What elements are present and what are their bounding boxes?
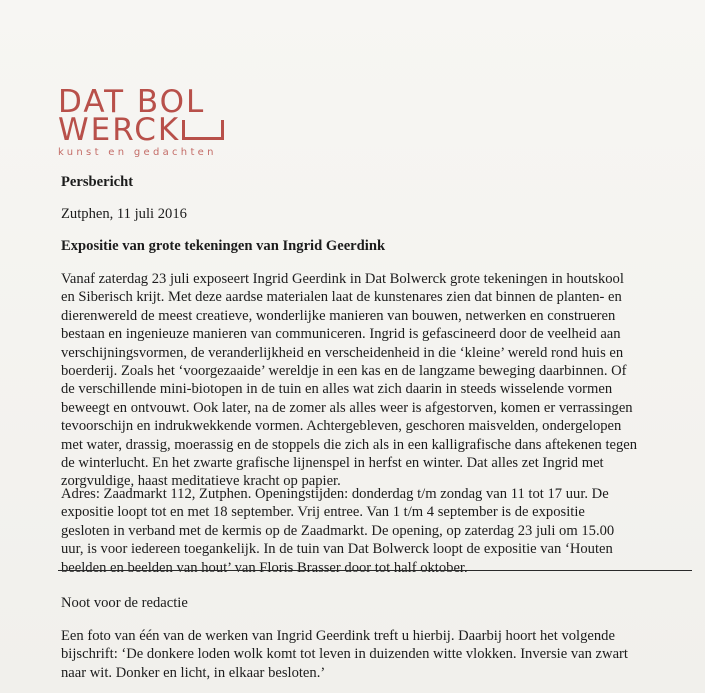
body-line: zorgvuldige, haast meditatieve kracht op papier. (61, 473, 341, 490)
logo-line-2-text: WERCK (58, 112, 181, 148)
address-line: uur, is voor iedereen toegankelijk. In de tuin van Dat Bolwerck loopt de expositie van ‘Houten (61, 541, 613, 558)
document-heading: Persbericht (61, 174, 134, 190)
press-release-title: Expositie van grote tekeningen van Ingrid Geerdink (61, 238, 386, 254)
dat-bolwerck-logo (58, 84, 217, 158)
logo-line-1: DAT BOL (58, 84, 206, 120)
logo-tagline: kunst en gedachten (58, 147, 217, 158)
logo-bracket-mark (182, 120, 224, 140)
note-line: naar wit. Donker en licht, in elkaar besloten.’ (61, 664, 326, 681)
section-divider (58, 570, 692, 571)
address-line: expositie loopt tot en met 18 september. Vrij entree. Van 1 t/m 4 september is de expositie (61, 504, 585, 521)
body-paragraph (61, 270, 681, 491)
body-line: de verschillende mini-biotopen in de tuin en alles wat zich daarin in steeds wisselende vormen (61, 381, 613, 398)
note-line: Een foto van één van de werken van Ingrid Geerdink treft u hierbij. Daarbij hoort het volgende (61, 628, 615, 644)
body-line: en Siberisch krijt. Met deze aardse materialen laat de kunstenares zien dat binnen de planten- en (61, 289, 622, 306)
note-paragraph (61, 627, 681, 682)
logo-line-2 (58, 112, 217, 148)
address-line: Adres: Zaadmarkt 112, Zutphen. Openingstijden: donderdag t/m zondag van 11 tot 17 uur. De (61, 486, 609, 502)
body-line: beweegt en ontvouwt. Ook later, na de zomer als alles weer is afgestorven, komen er verrassingen (61, 399, 633, 416)
body-line: boerderij. Zoals het ‘voorgezaaide’ wereldje in een kas en de langzame beweging daarbinnen. Of (61, 363, 627, 380)
body-line: Vanaf zaterdag 23 juli exposeert Ingrid Geerdink in Dat Bolwerck grote tekeningen in houtskool (61, 271, 624, 287)
body-line: de winterlucht. En het zwarte grafische lijnenspel in herfst en winter. Dat alles zet Ingrid met (61, 455, 604, 472)
address-paragraph (61, 485, 681, 577)
body-line: dierenwereld de meest creatieve, wonderlijke manieren van bouwen, netwerken en construeren (61, 307, 616, 324)
body-line: bestaan en ingenieuze manieren van communiceren. Ingrid is gefascineerd door de veelheid aan (61, 326, 621, 343)
address-line: beelden en beelden van hout’ van Floris Brasser door tot half oktober. (61, 559, 468, 576)
body-line: verschijningsvormen, de veranderlijkheid en verscheidenheid in die ‘kleine’ wereld rond huis en (61, 344, 624, 361)
note-heading: Noot voor de redactie (61, 595, 188, 611)
body-line: tevoorschijn en indrukwekkende vormen. Achtergebleven, geschoren maisvelden, ondergelopen (61, 418, 622, 435)
body-line: met water, drassig, moerassig en de stoppels die zich als in een kalligrafische dans aftekenen tegen (61, 436, 638, 453)
note-line: bijschrift: ‘De donkere loden wolk komt tot leven in duizenden witte vlokken. Inversie van zwart (61, 646, 628, 663)
dateline: Zutphen, 11 juli 2016 (61, 206, 187, 222)
address-line: gesloten in verband met de kermis op de Zaadmarkt. De opening, op zaterdag 23 juli om 15.00 (61, 522, 615, 539)
